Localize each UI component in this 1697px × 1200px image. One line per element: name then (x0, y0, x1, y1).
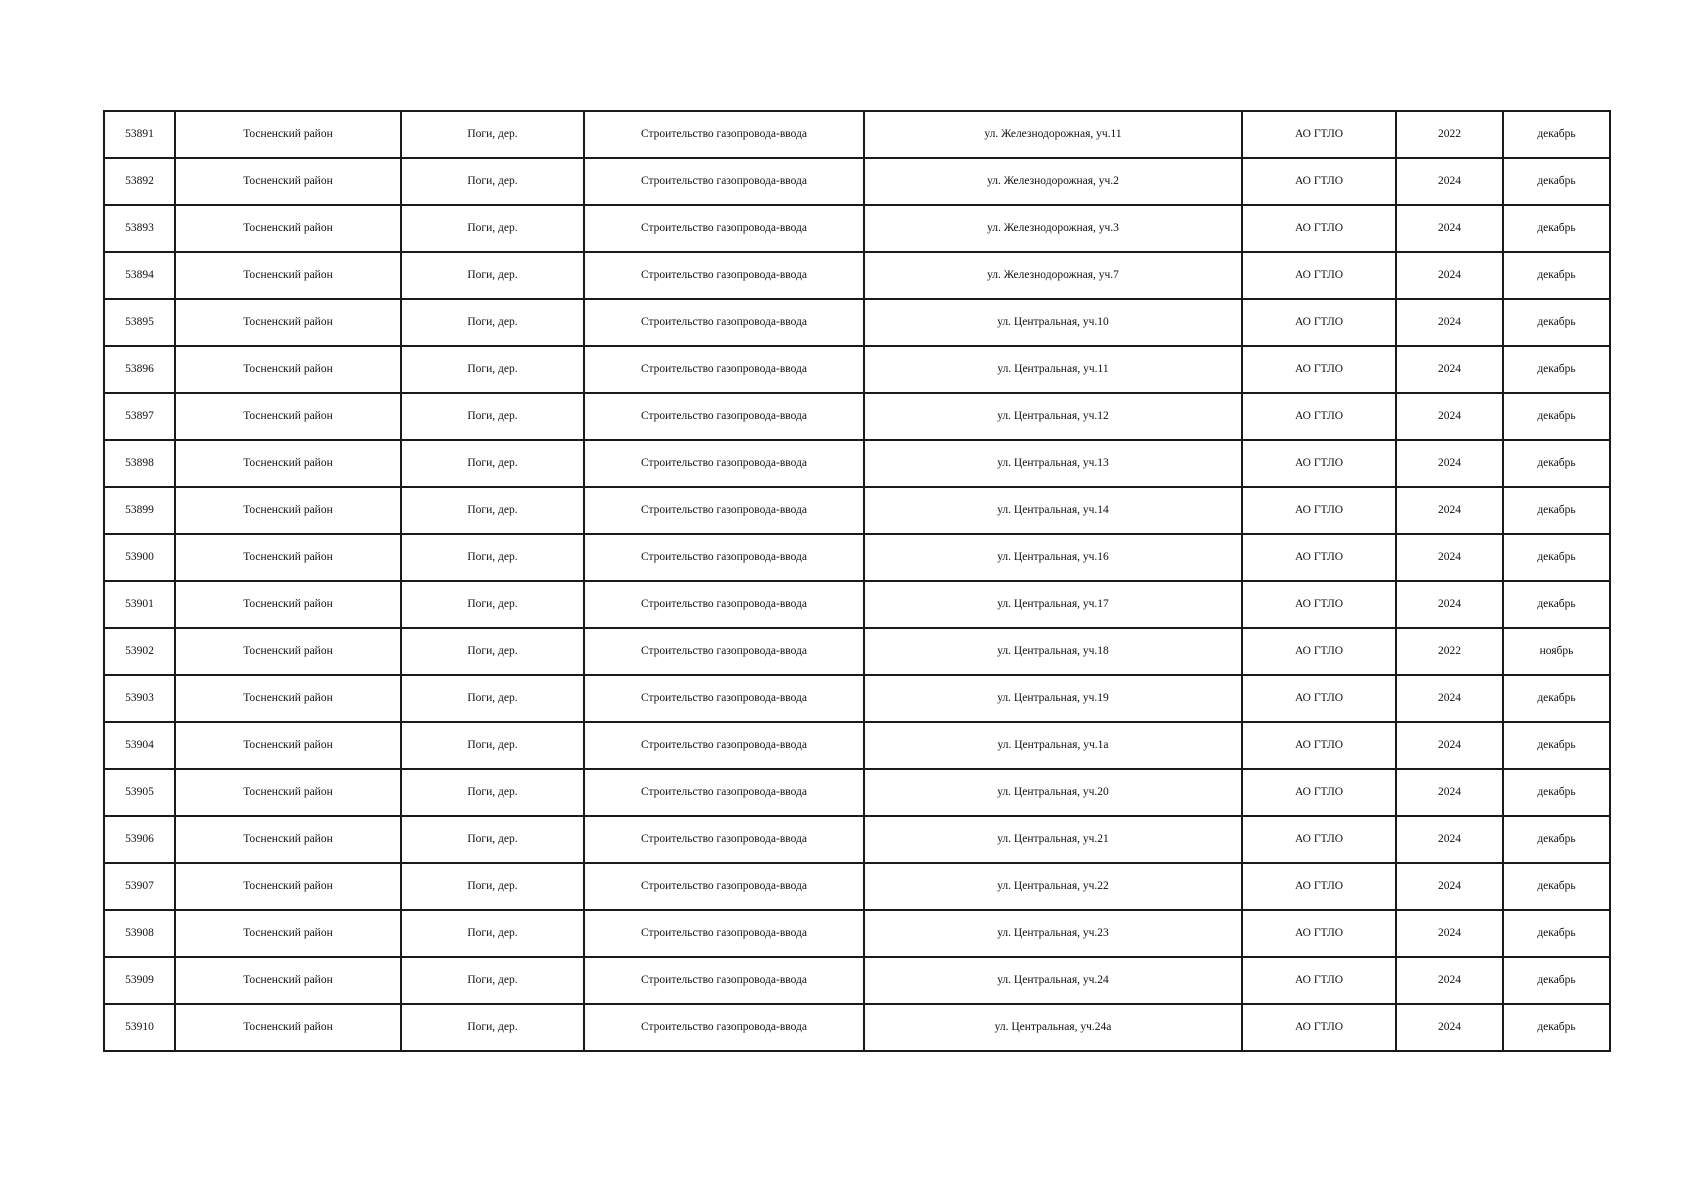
work-type-cell: Строительство газопровода-ввода (584, 111, 864, 158)
year-cell: 2024 (1396, 816, 1503, 863)
table-row (104, 863, 1610, 910)
row-id-cell: 53899 (104, 487, 175, 534)
row-id-cell: 53902 (104, 628, 175, 675)
year-cell: 2024 (1396, 957, 1503, 1004)
row-id-cell: 53900 (104, 534, 175, 581)
month-cell: декабрь (1503, 1004, 1610, 1051)
table-row (104, 910, 1610, 957)
year-cell: 2024 (1396, 675, 1503, 722)
gas-connection-table (103, 110, 1611, 1052)
district-cell: Тосненский район (175, 346, 401, 393)
organization-cell: АО ГТЛО (1242, 769, 1396, 816)
address-cell: ул. Центральная, уч.11 (864, 346, 1242, 393)
month-cell: декабрь (1503, 346, 1610, 393)
locality-cell: Поги, дер. (401, 440, 584, 487)
organization-cell: АО ГТЛО (1242, 816, 1396, 863)
district-cell: Тосненский район (175, 628, 401, 675)
year-cell: 2024 (1396, 581, 1503, 628)
month-cell: декабрь (1503, 769, 1610, 816)
address-cell: ул. Центральная, уч.18 (864, 628, 1242, 675)
month-cell: декабрь (1503, 158, 1610, 205)
organization-cell: АО ГТЛО (1242, 628, 1396, 675)
locality-cell: Поги, дер. (401, 487, 584, 534)
address-cell: ул. Центральная, уч.24 (864, 957, 1242, 1004)
month-cell: декабрь (1503, 487, 1610, 534)
address-cell: ул. Центральная, уч.10 (864, 299, 1242, 346)
table-row (104, 957, 1610, 1004)
address-cell: ул. Центральная, уч.20 (864, 769, 1242, 816)
district-cell: Тосненский район (175, 487, 401, 534)
table-row (104, 487, 1610, 534)
table-row (104, 252, 1610, 299)
work-type-cell: Строительство газопровода-ввода (584, 910, 864, 957)
district-cell: Тосненский район (175, 675, 401, 722)
work-type-cell: Строительство газопровода-ввода (584, 346, 864, 393)
locality-cell: Поги, дер. (401, 957, 584, 1004)
address-cell: ул. Центральная, уч.22 (864, 863, 1242, 910)
district-cell: Тосненский район (175, 769, 401, 816)
organization-cell: АО ГТЛО (1242, 205, 1396, 252)
locality-cell: Поги, дер. (401, 158, 584, 205)
row-id-cell: 53906 (104, 816, 175, 863)
work-type-cell: Строительство газопровода-ввода (584, 816, 864, 863)
work-type-cell: Строительство газопровода-ввода (584, 299, 864, 346)
district-cell: Тосненский район (175, 299, 401, 346)
organization-cell: АО ГТЛО (1242, 393, 1396, 440)
year-cell: 2024 (1396, 393, 1503, 440)
work-type-cell: Строительство газопровода-ввода (584, 393, 864, 440)
year-cell: 2024 (1396, 910, 1503, 957)
table-body (104, 111, 1610, 1051)
row-id-cell: 53891 (104, 111, 175, 158)
table-row (104, 205, 1610, 252)
address-cell: ул. Центральная, уч.16 (864, 534, 1242, 581)
district-cell: Тосненский район (175, 722, 401, 769)
organization-cell: АО ГТЛО (1242, 675, 1396, 722)
organization-cell: АО ГТЛО (1242, 863, 1396, 910)
month-cell: декабрь (1503, 910, 1610, 957)
locality-cell: Поги, дер. (401, 675, 584, 722)
year-cell: 2022 (1396, 111, 1503, 158)
district-cell: Тосненский район (175, 1004, 401, 1051)
row-id-cell: 53905 (104, 769, 175, 816)
work-type-cell: Строительство газопровода-ввода (584, 769, 864, 816)
table-row (104, 534, 1610, 581)
organization-cell: АО ГТЛО (1242, 158, 1396, 205)
month-cell: декабрь (1503, 205, 1610, 252)
address-cell: ул. Центральная, уч.24а (864, 1004, 1242, 1051)
month-cell: декабрь (1503, 440, 1610, 487)
month-cell: декабрь (1503, 722, 1610, 769)
row-id-cell: 53896 (104, 346, 175, 393)
year-cell: 2024 (1396, 440, 1503, 487)
organization-cell: АО ГТЛО (1242, 440, 1396, 487)
table-row (104, 1004, 1610, 1051)
year-cell: 2022 (1396, 628, 1503, 675)
address-cell: ул. Железнодорожная, уч.7 (864, 252, 1242, 299)
year-cell: 2024 (1396, 534, 1503, 581)
row-id-cell: 53903 (104, 675, 175, 722)
address-cell: ул. Центральная, уч.21 (864, 816, 1242, 863)
month-cell: декабрь (1503, 863, 1610, 910)
month-cell: декабрь (1503, 816, 1610, 863)
year-cell: 2024 (1396, 252, 1503, 299)
row-id-cell: 53895 (104, 299, 175, 346)
table-row (104, 628, 1610, 675)
address-cell: ул. Центральная, уч.23 (864, 910, 1242, 957)
locality-cell: Поги, дер. (401, 299, 584, 346)
table-row (104, 581, 1610, 628)
address-cell: ул. Центральная, уч.13 (864, 440, 1242, 487)
row-id-cell: 53893 (104, 205, 175, 252)
address-cell: ул. Железнодорожная, уч.2 (864, 158, 1242, 205)
row-id-cell: 53897 (104, 393, 175, 440)
organization-cell: АО ГТЛО (1242, 252, 1396, 299)
table-row (104, 299, 1610, 346)
year-cell: 2024 (1396, 299, 1503, 346)
row-id-cell: 53907 (104, 863, 175, 910)
district-cell: Тосненский район (175, 581, 401, 628)
locality-cell: Поги, дер. (401, 205, 584, 252)
district-cell: Тосненский район (175, 863, 401, 910)
work-type-cell: Строительство газопровода-ввода (584, 581, 864, 628)
month-cell: декабрь (1503, 299, 1610, 346)
district-cell: Тосненский район (175, 534, 401, 581)
month-cell: декабрь (1503, 252, 1610, 299)
district-cell: Тосненский район (175, 440, 401, 487)
district-cell: Тосненский район (175, 111, 401, 158)
locality-cell: Поги, дер. (401, 863, 584, 910)
work-type-cell: Строительство газопровода-ввода (584, 158, 864, 205)
organization-cell: АО ГТЛО (1242, 1004, 1396, 1051)
locality-cell: Поги, дер. (401, 1004, 584, 1051)
address-cell: ул. Железнодорожная, уч.11 (864, 111, 1242, 158)
month-cell: декабрь (1503, 957, 1610, 1004)
month-cell: декабрь (1503, 393, 1610, 440)
work-type-cell: Строительство газопровода-ввода (584, 863, 864, 910)
work-type-cell: Строительство газопровода-ввода (584, 675, 864, 722)
row-id-cell: 53904 (104, 722, 175, 769)
row-id-cell: 53909 (104, 957, 175, 1004)
district-cell: Тосненский район (175, 393, 401, 440)
district-cell: Тосненский район (175, 158, 401, 205)
organization-cell: АО ГТЛО (1242, 299, 1396, 346)
month-cell: декабрь (1503, 581, 1610, 628)
district-cell: Тосненский район (175, 252, 401, 299)
locality-cell: Поги, дер. (401, 534, 584, 581)
locality-cell: Поги, дер. (401, 816, 584, 863)
year-cell: 2024 (1396, 205, 1503, 252)
row-id-cell: 53901 (104, 581, 175, 628)
organization-cell: АО ГТЛО (1242, 346, 1396, 393)
district-cell: Тосненский район (175, 910, 401, 957)
locality-cell: Поги, дер. (401, 252, 584, 299)
year-cell: 2024 (1396, 346, 1503, 393)
year-cell: 2024 (1396, 158, 1503, 205)
organization-cell: АО ГТЛО (1242, 534, 1396, 581)
district-cell: Тосненский район (175, 816, 401, 863)
address-cell: ул. Центральная, уч.1а (864, 722, 1242, 769)
month-cell: декабрь (1503, 675, 1610, 722)
table-row (104, 158, 1610, 205)
work-type-cell: Строительство газопровода-ввода (584, 440, 864, 487)
month-cell: ноябрь (1503, 628, 1610, 675)
row-id-cell: 53894 (104, 252, 175, 299)
table-row (104, 769, 1610, 816)
locality-cell: Поги, дер. (401, 346, 584, 393)
table-row (104, 675, 1610, 722)
table-row (104, 393, 1610, 440)
locality-cell: Поги, дер. (401, 393, 584, 440)
row-id-cell: 53898 (104, 440, 175, 487)
work-type-cell: Строительство газопровода-ввода (584, 252, 864, 299)
row-id-cell: 53892 (104, 158, 175, 205)
address-cell: ул. Центральная, уч.14 (864, 487, 1242, 534)
year-cell: 2024 (1396, 1004, 1503, 1051)
year-cell: 2024 (1396, 769, 1503, 816)
organization-cell: АО ГТЛО (1242, 581, 1396, 628)
table-row (104, 111, 1610, 158)
address-cell: ул. Железнодорожная, уч.3 (864, 205, 1242, 252)
locality-cell: Поги, дер. (401, 769, 584, 816)
year-cell: 2024 (1396, 722, 1503, 769)
district-cell: Тосненский район (175, 205, 401, 252)
address-cell: ул. Центральная, уч.17 (864, 581, 1242, 628)
locality-cell: Поги, дер. (401, 910, 584, 957)
work-type-cell: Строительство газопровода-ввода (584, 1004, 864, 1051)
address-cell: ул. Центральная, уч.12 (864, 393, 1242, 440)
district-cell: Тосненский район (175, 957, 401, 1004)
year-cell: 2024 (1396, 863, 1503, 910)
address-cell: ул. Центральная, уч.19 (864, 675, 1242, 722)
work-type-cell: Строительство газопровода-ввода (584, 534, 864, 581)
month-cell: декабрь (1503, 534, 1610, 581)
work-type-cell: Строительство газопровода-ввода (584, 722, 864, 769)
table-row (104, 816, 1610, 863)
row-id-cell: 53908 (104, 910, 175, 957)
year-cell: 2024 (1396, 487, 1503, 534)
month-cell: декабрь (1503, 111, 1610, 158)
row-id-cell: 53910 (104, 1004, 175, 1051)
table-row (104, 722, 1610, 769)
work-type-cell: Строительство газопровода-ввода (584, 205, 864, 252)
locality-cell: Поги, дер. (401, 722, 584, 769)
locality-cell: Поги, дер. (401, 111, 584, 158)
work-type-cell: Строительство газопровода-ввода (584, 957, 864, 1004)
locality-cell: Поги, дер. (401, 581, 584, 628)
organization-cell: АО ГТЛО (1242, 910, 1396, 957)
organization-cell: АО ГТЛО (1242, 957, 1396, 1004)
organization-cell: АО ГТЛО (1242, 111, 1396, 158)
table-row (104, 440, 1610, 487)
organization-cell: АО ГТЛО (1242, 487, 1396, 534)
table-row (104, 346, 1610, 393)
locality-cell: Поги, дер. (401, 628, 584, 675)
work-type-cell: Строительство газопровода-ввода (584, 628, 864, 675)
work-type-cell: Строительство газопровода-ввода (584, 487, 864, 534)
organization-cell: АО ГТЛО (1242, 722, 1396, 769)
